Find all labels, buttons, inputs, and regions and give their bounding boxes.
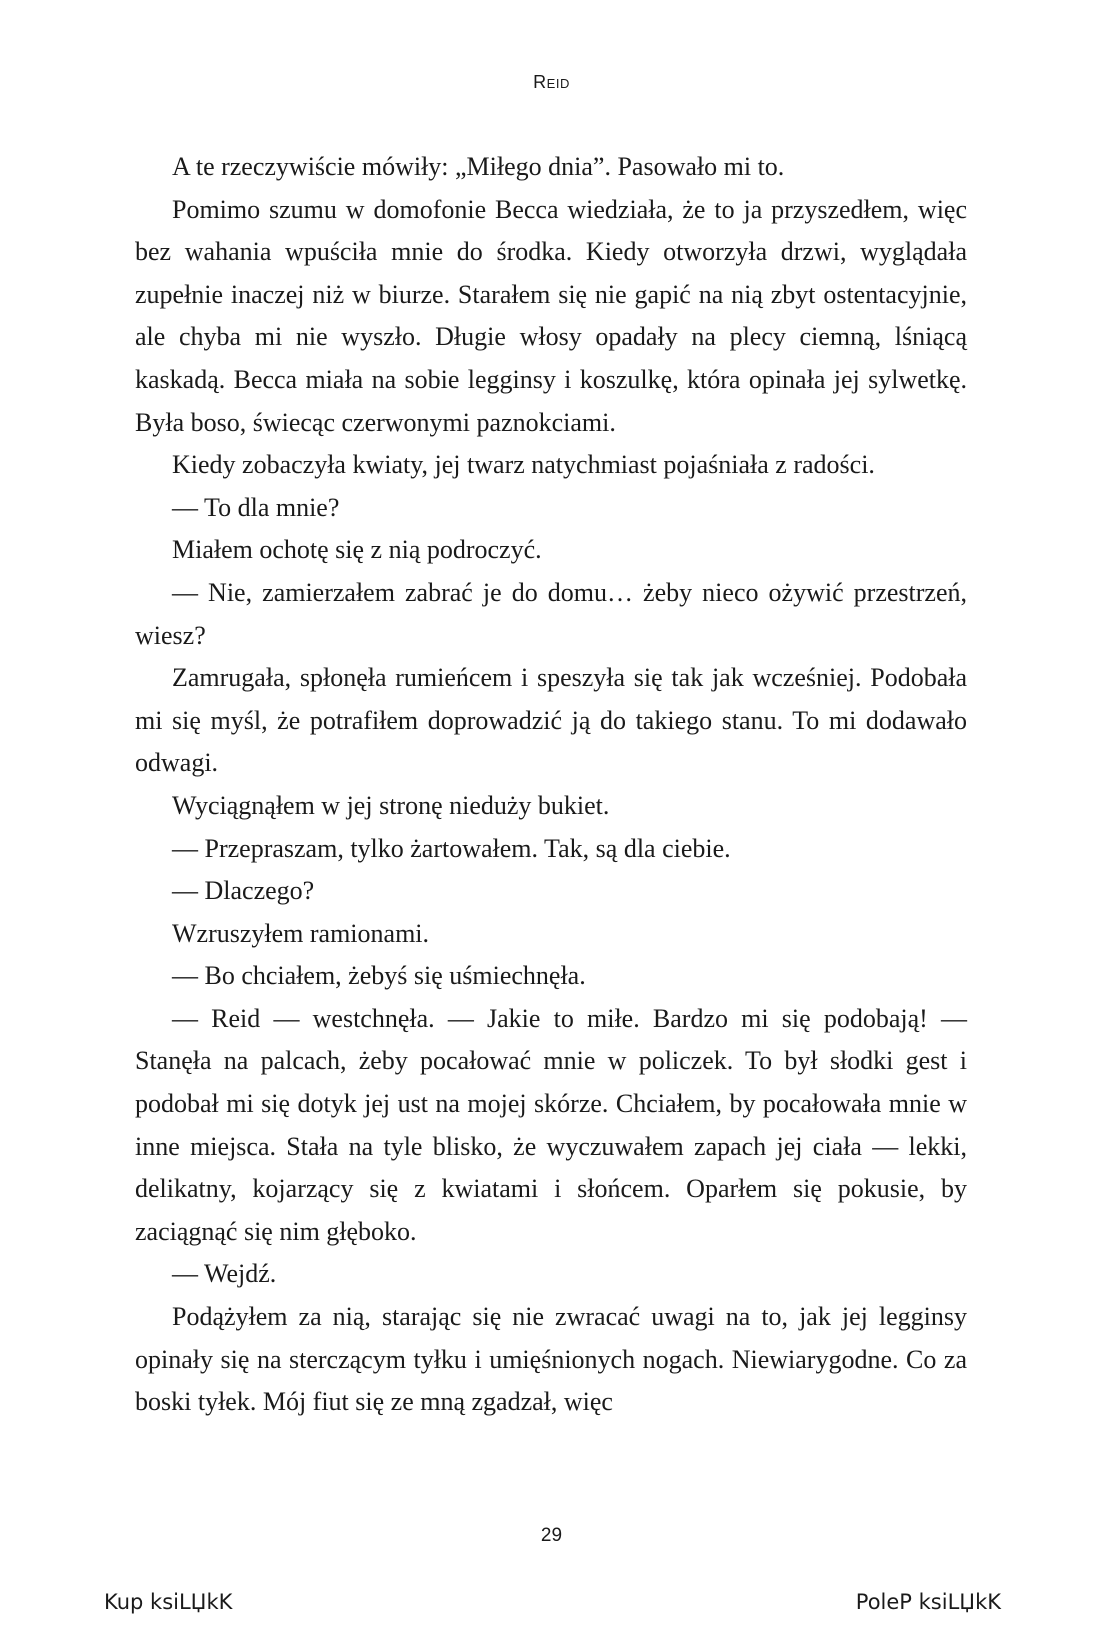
paragraph: — Dlaczego? [172, 876, 315, 906]
paragraph: Kiedy zobaczyła kwiaty, jej twarz natychmiast pojaśniała z radości. [172, 450, 875, 480]
recommend-book-link[interactable]: PoleP ksiLЏkK [855, 1590, 1001, 1614]
paragraph: Miałem ochotę się z nią podroczyć. [172, 535, 542, 565]
body-text [135, 146, 967, 1424]
paragraph: Wzruszyłem ramionami. [172, 918, 430, 948]
buy-book-link[interactable]: Kup ksiLЏkK [104, 1590, 233, 1614]
paragraph: Podążyłem za nią, starając się nie zwracać uwagi na to, jak jej legginsy opinały się na sterczącym tyłku i umięśnionych nogach. Niewiarygodne. Co za boski tyłek. Mój fiut się ze mną zgadzał, więc [135, 1302, 967, 1417]
paragraph: — Wejdź. [172, 1259, 277, 1289]
running-header: Reid [533, 72, 570, 92]
paragraph: A te rzeczywiście mówiły: „Miłego dnia”. Pasowało mi to. [172, 152, 785, 181]
paragraph: Pomimo szumu w domofonie Becca wiedziała, że to ja przyszedłem, więc bez wahania wpuściła mnie do środka. Kiedy otworzyła drzwi, wyglądała zupełnie inaczej niż w biurze. Starałem się nie gapić na nią zbyt ostentacyjnie, ale chyba mi nie wyszło. Długie włosy opadały na plecy ciemną, lśniącą kaskadą. Becca miała na sobie legginsy i koszulkę, która opinała jej sylwetkę. Była boso, świecąc czerwonymi paznokciami. [135, 194, 967, 437]
paragraph: — Nie, zamierzałem zabrać je do domu… żeby nieco ożywić przestrzeń, wiesz? [135, 577, 967, 650]
paragraph: Zamrugała, spłonęła rumieńcem i speszyła się tak jak wcześniej. Podobała mi się myśl, że potrafiłem doprowadzić ją do takiego stanu. To mi dodawało odwagi. [135, 663, 967, 778]
page-number: 29 [540, 1525, 563, 1546]
paragraph: — Bo chciałem, żebyś się uśmiechnęła. [172, 961, 586, 991]
paragraph: — Reid — westchnęła. — Jakie to miłe. Bardzo mi się podobają! — Stanęła na palcach, żeby pocałować mnie w policzek. To był słodki gest i podobał mi się dotyk jej ust na mojej skórze. Chciałem, by pocałowała mnie w inne miejsca. Stała na tyle blisko, że wyczuwałem zapach jej ciała — lekki, delikatny, kojarzący się z kwiatami i słońcem. Oparłem się pokusie, by zaciągnąć się nim głęboko. [135, 1003, 967, 1246]
paragraph: Wyciągnąłem w jej stronę nieduży bukiet. [172, 790, 610, 820]
paragraph: — To dla mnie? [172, 492, 340, 522]
paragraph: — Przepraszam, tylko żartowałem. Tak, są dla ciebie. [172, 833, 731, 863]
